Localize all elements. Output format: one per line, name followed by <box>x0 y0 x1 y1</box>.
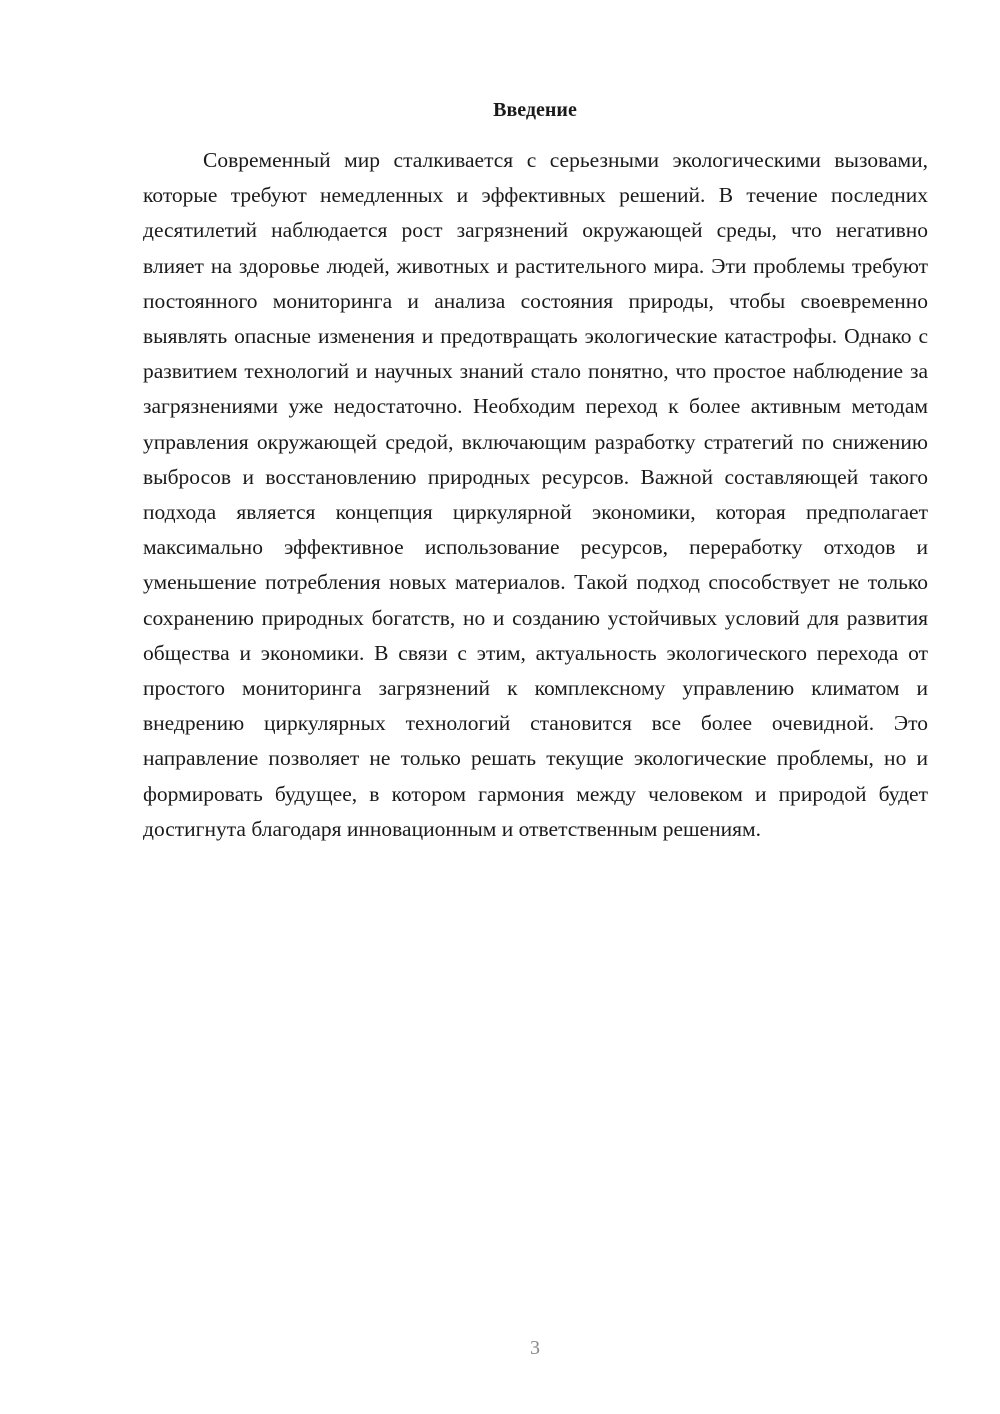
introduction-paragraph: Современный мир сталкивается с серьезными экологическими вызовами, которые требуют немедленных и эффективных решений. В течение последних десятилетий наблюдается рост загрязнений окружающей среды, что негативно влияет на здоровье людей, животных и растительного мира. Эти проблемы требуют постоянного мониторинга и анализа состояния природы, чтобы своевременно выявлять опасные изменения и предотвращать экологические катастрофы. Однако с развитием технологий и научных знаний стало понятно, что простое наблюдение за загрязнениями уже недостаточно. Необходим переход к более активным методам управления окружающей средой, включающим разработку стратегий по снижению выбросов и восстановлению природных ресурсов. Важной составляющей такого подхода является концепция циркулярной экономики, которая предполагает максимально эффективное использование ресурсов, переработку отходов и уменьшение потребления новых материалов. Такой подход способствует не только сохранению природных богатств, но и созданию устойчивых условий для развития общества и экономики. В связи с этим, актуальность экологического перехода от простого мониторинга загрязнений к комплексному управлению климатом и внедрению циркулярных технологий становится все более очевидной. Это направление позволяет не только решать текущие экологические проблемы, но и формировать будущее, в котором гармония между человеком и природой будет достигнута благодаря инновационным и ответственным решениям. <box>143 148 928 841</box>
section-heading: Введение <box>493 99 577 121</box>
page-number: 3 <box>530 1337 540 1359</box>
